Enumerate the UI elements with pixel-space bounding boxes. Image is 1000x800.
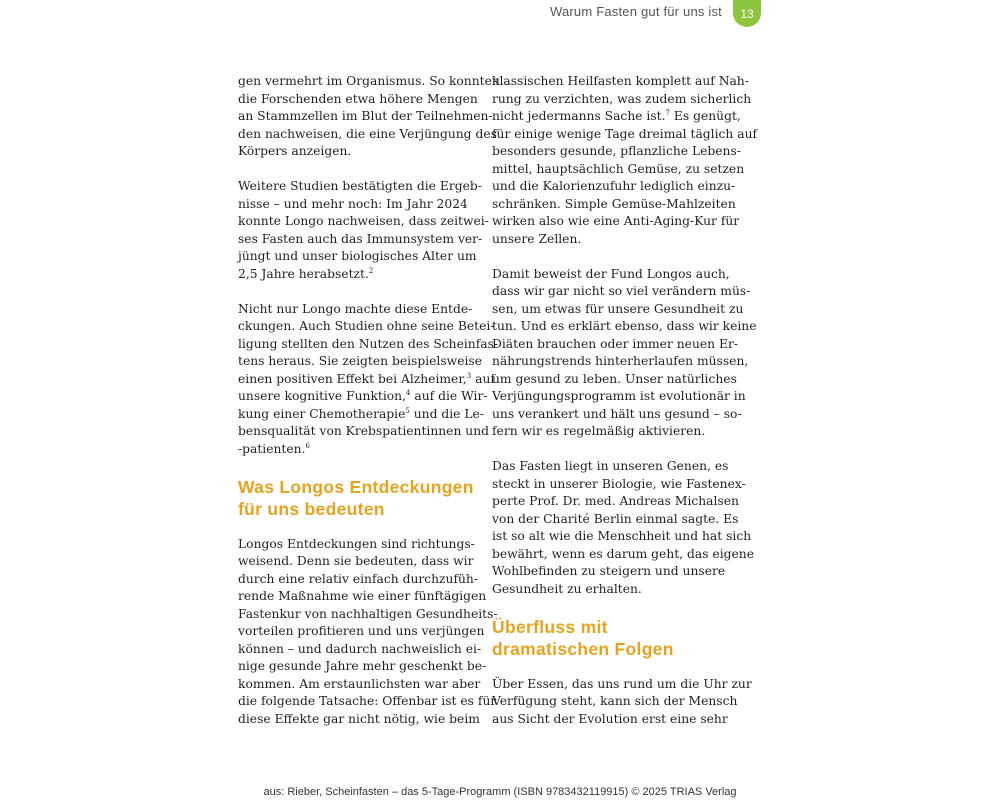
text-line: nisse – und mehr noch: Im Jahr 2024 (238, 196, 468, 211)
text-line: konnte Longo nachweisen, dass zeitwei- (238, 214, 489, 228)
text-line: gen vermehrt im Organismus. So konnten (238, 74, 500, 88)
text-line: nige gesunde Jahre mehr geschenkt be- (238, 659, 487, 673)
text-fragment: und die Le- (409, 406, 484, 421)
text-line: unsere Zellen. (492, 231, 582, 246)
text-line: jüngt und unser biologisches Alter um (238, 249, 477, 263)
text-line: Diäten brauchen oder immer neuen Er- (492, 336, 738, 351)
text-fragment: auf die Wir- (410, 389, 488, 403)
text-line: Wohlbefinden zu steigern und unsere (492, 564, 726, 578)
text-line: rende Maßnahme wie einer fünftägigen (238, 589, 487, 603)
text-fragment: Es genügt, (670, 109, 741, 123)
text-line (238, 441, 474, 459)
text-line: an Stammzellen im Blut der Teilnehmen- (238, 109, 493, 123)
text-line (238, 406, 484, 424)
heading-line: für uns bedeuten (238, 498, 385, 519)
text-line: den nachweisen, die eine Verjüngung des (238, 126, 497, 141)
text-line: Fastenkur von nachhaltigen Gesundheits- (238, 606, 498, 621)
text-line: kommen. Am erstaunlichsten war aber (238, 676, 481, 691)
text-line (238, 388, 488, 406)
paragraph-stem-cells (238, 73, 500, 161)
text-line: Verjüngungsprogramm ist evolutionär in (492, 389, 746, 403)
text-line: wirken also wie eine Anti-Aging-Kur für (492, 214, 740, 228)
text-line: ligung stellten den Nutzen des Scheinfas- (238, 336, 499, 351)
text-line: Damit beweist der Fund Longos auch, (492, 266, 730, 281)
text-line: und die Kalorienzufuhr lediglich einzu- (492, 179, 736, 193)
text-line: Longos Entdeckungen sind richtungs- (238, 536, 475, 551)
text-line (238, 266, 474, 284)
paragraph-other-studies (238, 301, 499, 459)
section-heading-abundance (492, 616, 728, 660)
text-fragment: einen positiven Effekt bei Alzheimer, (238, 371, 467, 386)
text-line: schränken. Simple Gemüse-Mahlzeiten (492, 196, 736, 211)
paragraph-food-abundance (492, 676, 752, 729)
footnote-ref: 5 (405, 406, 410, 415)
text-line: von der Charité Berlin einmal sagte. Es (492, 511, 739, 526)
left-column (238, 73, 500, 746)
text-line: tens heraus. Sie zeigten beispielsweise (238, 354, 483, 368)
text-fragment: nicht jedermanns Sache ist. (492, 109, 666, 123)
right-column (492, 73, 758, 746)
text-line: für einige wenige Tage dreimal täglich auf (492, 126, 758, 141)
text-line: perte Prof. Dr. med. Andreas Michalsen (492, 494, 739, 508)
text-line (492, 108, 741, 126)
text-line: ckungen. Auch Studien ohne seine Betei- (238, 319, 495, 333)
text-line: sen, um etwas für unsere Gesundheit zu (492, 301, 744, 316)
text-line: dass wir gar nicht so viel verändern müs- (492, 284, 751, 298)
text-line: Körpers anzeigen. (238, 144, 352, 158)
text-line: tun. Und es erklärt ebenso, dass wir keine (492, 319, 757, 333)
text-line: können – und dadurch nachweislich ei- (238, 641, 482, 656)
text-line: weisend. Denn sie bedeuten, dass wir (238, 554, 474, 568)
text-line: bensqualität von Krebspatientinnen und (238, 424, 489, 438)
source-footer: aus: Rieber, Scheinfasten – das 5-Tage-Programm (ISBN 9783432119915) © 2025 TRIAS Verlag (263, 786, 737, 798)
text-line: klassischen Heilfasten komplett auf Nah- (492, 74, 749, 88)
heading-line: dramatischen Folgen (492, 638, 674, 659)
text-line: Nicht nur Longo machte diese Entde- (238, 301, 473, 316)
text-line: uns verankert und hält uns gesund – so- (492, 406, 742, 421)
text-line: Über Essen, das uns rund um die Uhr zur (492, 676, 752, 691)
paragraph-further-studies (238, 178, 489, 283)
text-fragment: unsere kognitive Funktion, (238, 389, 407, 403)
text-line: durch eine relativ einfach durchzufüh- (238, 571, 478, 586)
text-line: besonders gesunde, pflanzliche Lebens- (492, 144, 741, 158)
text-line: die Forschenden etwa höhere Mengen (238, 91, 478, 106)
text-line: Gesundheit zu erhalten. (492, 581, 642, 596)
text-line: Das Fasten liegt in unseren Genen, es (492, 459, 729, 473)
text-line (238, 371, 495, 389)
footnote-ref: 3 (466, 371, 472, 380)
text-line: ist so alt wie die Menschheit und hat sich (492, 529, 752, 543)
text-line: Weitere Studien bestätigten die Ergeb- (238, 179, 482, 193)
text-line: die folgende Tatsache: Offenbar ist es für (238, 694, 497, 708)
text-line: vorteilen profitieren und uns verjüngen (238, 624, 485, 638)
footnote-ref: 2 (368, 266, 374, 275)
paragraph-longo-proof (492, 266, 757, 441)
paragraph-fasting-genes (492, 458, 754, 598)
footnote-ref: 7 (665, 109, 670, 117)
text-line: steckt in unserer Biologie, wie Fastenex- (492, 476, 746, 491)
text-line: nährungstrends hinterherlaufen müssen, (492, 354, 749, 368)
paragraph-longo-meaning (238, 536, 498, 729)
heading-line: Was Longos Entdeckungen (238, 476, 474, 497)
footnote-ref: 4 (406, 389, 411, 397)
heading-line: Überfluss mit (492, 616, 608, 637)
text-line: fern wir es regelmäßig aktivieren. (492, 424, 706, 438)
text-line: Verfügung steht, kann sich der Mensch (492, 694, 738, 708)
text-line: ses Fasten auch das Immunsystem ver- (238, 231, 483, 246)
page-number-badge: 13 (733, 0, 761, 27)
text-line: mittel, hauptsächlich Gemüse, zu setzen (492, 161, 745, 176)
running-head-title: Warum Fasten gut für uns ist (549, 4, 722, 19)
text-line: diese Effekte gar nicht nötig, wie beim (238, 711, 480, 726)
text-fragment: auf (471, 371, 495, 386)
paragraph-heilfasten (492, 73, 758, 248)
text-line: rung zu verzichten, was zudem sicherlich (492, 91, 752, 106)
text-line: aus Sicht der Evolution erst eine sehr (492, 711, 728, 726)
text-fragment: kung einer Chemotherapie (238, 406, 406, 421)
section-heading-longo-discoveries (238, 476, 474, 520)
text-line: bewährt, wenn es darum geht, das eigene (492, 546, 754, 561)
text-fragment: -patienten. (238, 441, 306, 456)
text-line: um gesund zu leben. Unser natürliches (492, 371, 737, 386)
text-fragment: 2,5 Jahre herabsetzt. (238, 266, 369, 281)
footnote-ref: 6 (305, 441, 310, 450)
